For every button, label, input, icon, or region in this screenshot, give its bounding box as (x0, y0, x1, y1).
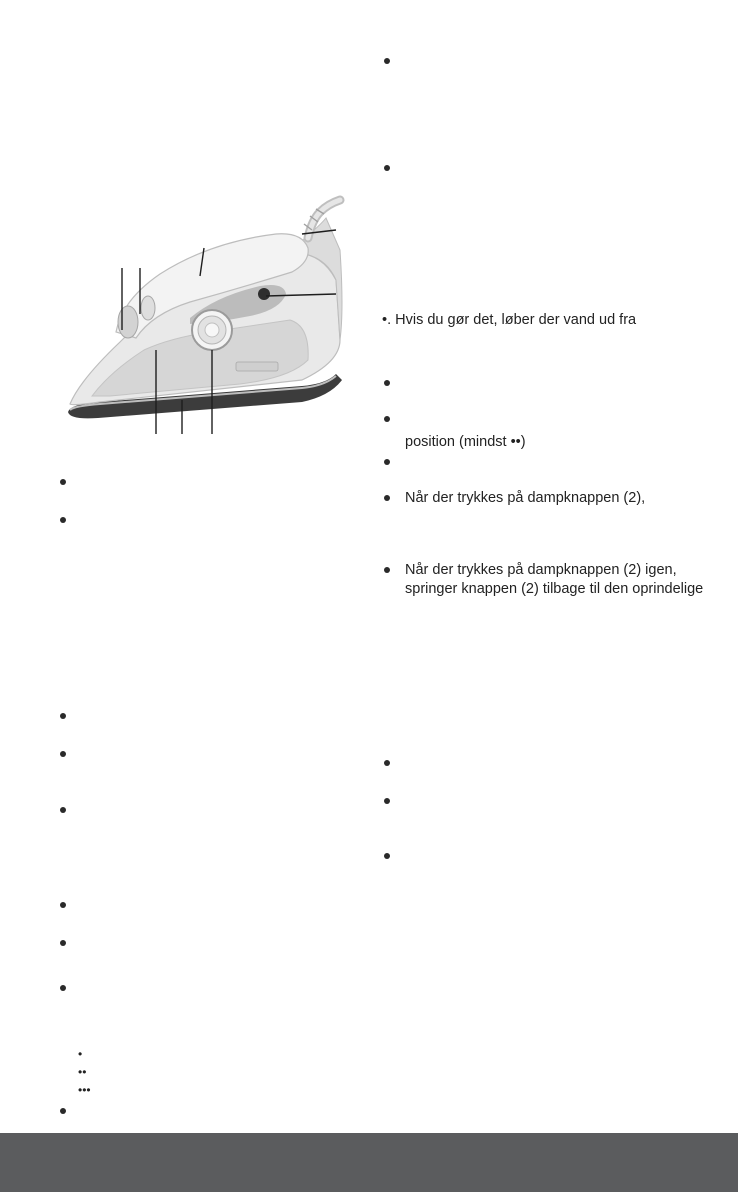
bullet-marker (60, 1108, 66, 1114)
footer-bar (0, 1133, 738, 1192)
bullet-marker (60, 940, 66, 946)
indicator-light (258, 288, 270, 300)
bullet-marker (384, 165, 390, 171)
bullet-marker (60, 751, 66, 757)
position-line: position (mindst ••) (405, 434, 526, 450)
steam-button-again-line: Når der trykkes på dampknappen (2) igen, (405, 562, 677, 578)
bullet-marker (384, 416, 390, 422)
steam-button (141, 296, 155, 320)
bullet-marker (60, 985, 66, 991)
spray-button (118, 306, 138, 338)
hvis-line: •. Hvis du gør det, løber der vand ud fra (382, 312, 637, 328)
bullet-marker (384, 380, 390, 386)
bullet-marker (60, 713, 66, 719)
bullet-marker (60, 479, 66, 485)
bullet-marker (384, 567, 390, 573)
bullet-marker (384, 495, 390, 501)
bullet-marker (60, 807, 66, 813)
bullet-marker (384, 58, 390, 64)
bullet-marker (384, 760, 390, 766)
steam-iron-illustration (40, 190, 350, 440)
steam-button-line: Når der trykkes på dampknappen (2), (405, 490, 646, 506)
bullet-marker (384, 853, 390, 859)
temperature-level-1: • (78, 1047, 83, 1061)
temperature-level-3: ••• (78, 1083, 91, 1097)
bullet-marker (384, 798, 390, 804)
bullet-marker (60, 517, 66, 523)
temperature-level-2: •• (78, 1065, 87, 1079)
bullet-marker (60, 902, 66, 908)
button-returns-line: springer knappen (2) tilbage til den oprindelige (405, 581, 704, 597)
bullet-marker (384, 459, 390, 465)
